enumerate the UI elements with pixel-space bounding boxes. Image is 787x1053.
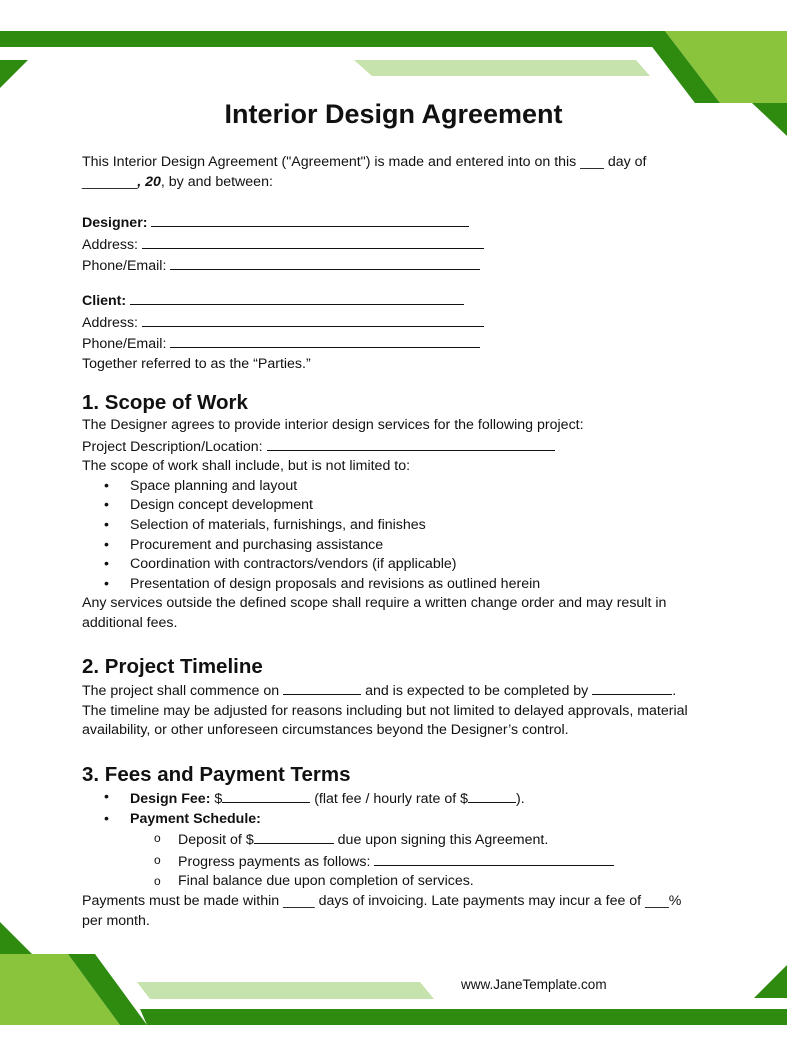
payment-schedule-list <box>82 829 702 892</box>
client-name-field[interactable] <box>130 290 464 305</box>
design-fee-item <box>82 788 702 810</box>
timeline-part1: The project shall commence on <box>82 683 280 699</box>
list-item: • Presentation of design proposals and revisions as outlined herein <box>82 575 702 595</box>
timeline-part3: . <box>672 683 677 699</box>
section1-closing: Any services outside the defined scope shall require a written change order and may result in additional fees. <box>82 595 667 631</box>
designer-label: Designer: <box>82 215 148 231</box>
progress-payments-field[interactable] <box>374 851 614 866</box>
fees-list <box>82 788 702 829</box>
progress-text: Progress payments as follows: <box>178 853 371 870</box>
deposit-field[interactable] <box>254 829 334 844</box>
designer-phone-field[interactable] <box>170 255 480 270</box>
list-item: • Space planning and layout <box>82 477 702 497</box>
intro-year: , 20 <box>137 173 161 190</box>
end-date-field[interactable] <box>592 680 672 695</box>
timeline-line <box>82 680 702 702</box>
list-item: • Selection of materials, furnishings, and finishes <box>82 516 702 536</box>
list-item: • Design concept development <box>82 496 702 516</box>
footer-website: www.JaneTemplate.com <box>461 977 607 992</box>
designer-name-line <box>82 212 702 234</box>
section3-closing: Payments must be made within ____ days of invoicing. Late payments may incur a fee of ___% per month. <box>82 892 682 929</box>
client-phone-label: Phone/Email: <box>82 336 167 353</box>
list-item <box>82 829 702 851</box>
designer-address-field[interactable] <box>142 234 484 249</box>
deposit-text-b: due upon signing this Agreement. <box>333 832 549 849</box>
design-fee-label: Design Fee: <box>130 791 211 807</box>
client-address-field[interactable] <box>142 312 484 327</box>
section2-heading: 2. Project Timeline <box>82 655 263 678</box>
scope-intro: The scope of work shall include, but is not limited to: <box>82 458 411 475</box>
timeline-adjustment: The timeline may be adjusted for reasons including but not limited to delayed approvals, material availability, or other unforeseen circumstances beyond the Designer’s control. <box>82 702 688 739</box>
project-description-field[interactable] <box>267 436 555 451</box>
list-item: • Coordination with contractors/vendors (if applicable) <box>82 555 702 575</box>
section3-heading: 3. Fees and Payment Terms <box>82 763 351 786</box>
document-title: Interior Design Agreement <box>224 99 563 129</box>
hourly-rate-field[interactable] <box>468 788 516 803</box>
bottom-pale-bar <box>137 982 434 999</box>
bottom-right-dark-triangle <box>754 965 787 998</box>
intro-date-blank: _______ <box>82 173 138 190</box>
client-address-label: Address: <box>82 314 138 331</box>
client-phone-line <box>82 333 702 355</box>
intro-rest: , by and between: <box>160 173 273 190</box>
payment-schedule-label: Payment Schedule: <box>130 810 261 827</box>
section1-intro: The Designer agrees to provide interior design services for the following project: <box>82 417 584 433</box>
start-date-field[interactable] <box>283 680 361 695</box>
list-item <box>82 851 702 873</box>
client-label: Client: <box>82 293 127 309</box>
design-fee-field[interactable] <box>222 788 310 803</box>
designer-phone-line <box>82 255 702 277</box>
section1-heading: 1. Scope of Work <box>82 391 248 414</box>
client-phone-field[interactable] <box>170 333 480 348</box>
designer-address-label: Address: <box>82 236 138 253</box>
list-item: o Final balance due upon completion of services. <box>82 872 702 892</box>
designer-name-field[interactable] <box>151 212 469 227</box>
scope-list <box>82 477 702 595</box>
design-fee-end: ). <box>515 791 525 807</box>
client-address-line <box>82 312 702 334</box>
design-fee-rest: (flat fee / hourly rate of $ <box>310 791 468 807</box>
intro-line-1 <box>82 153 702 173</box>
project-description-line <box>82 436 702 458</box>
client-name-line <box>82 290 702 312</box>
designer-phone-label: Phone/Email: <box>82 258 167 275</box>
payment-schedule-item <box>82 810 702 830</box>
bottom-dark-band <box>140 1009 787 1025</box>
design-fee-dollar: $ <box>210 791 223 807</box>
bottom-left-dark-triangle <box>0 922 32 954</box>
top-dark-band <box>0 31 674 47</box>
parties-text: Together referred to as the “Parties.” <box>82 355 311 372</box>
deposit-text-a: Deposit of $ <box>178 832 254 849</box>
timeline-part2: and is expected to be completed by <box>365 683 589 699</box>
designer-address-line <box>82 234 702 256</box>
intro-line-2 <box>82 173 702 193</box>
project-description-label: Project Description/Location: <box>82 438 263 455</box>
intro-text: This Interior Design Agreement ("Agreement") is made and entered into on this ___ day of <box>82 154 647 170</box>
top-pale-bar <box>354 60 650 76</box>
top-left-corner-triangle <box>0 60 28 88</box>
list-item: • Procurement and purchasing assistance <box>82 536 702 556</box>
